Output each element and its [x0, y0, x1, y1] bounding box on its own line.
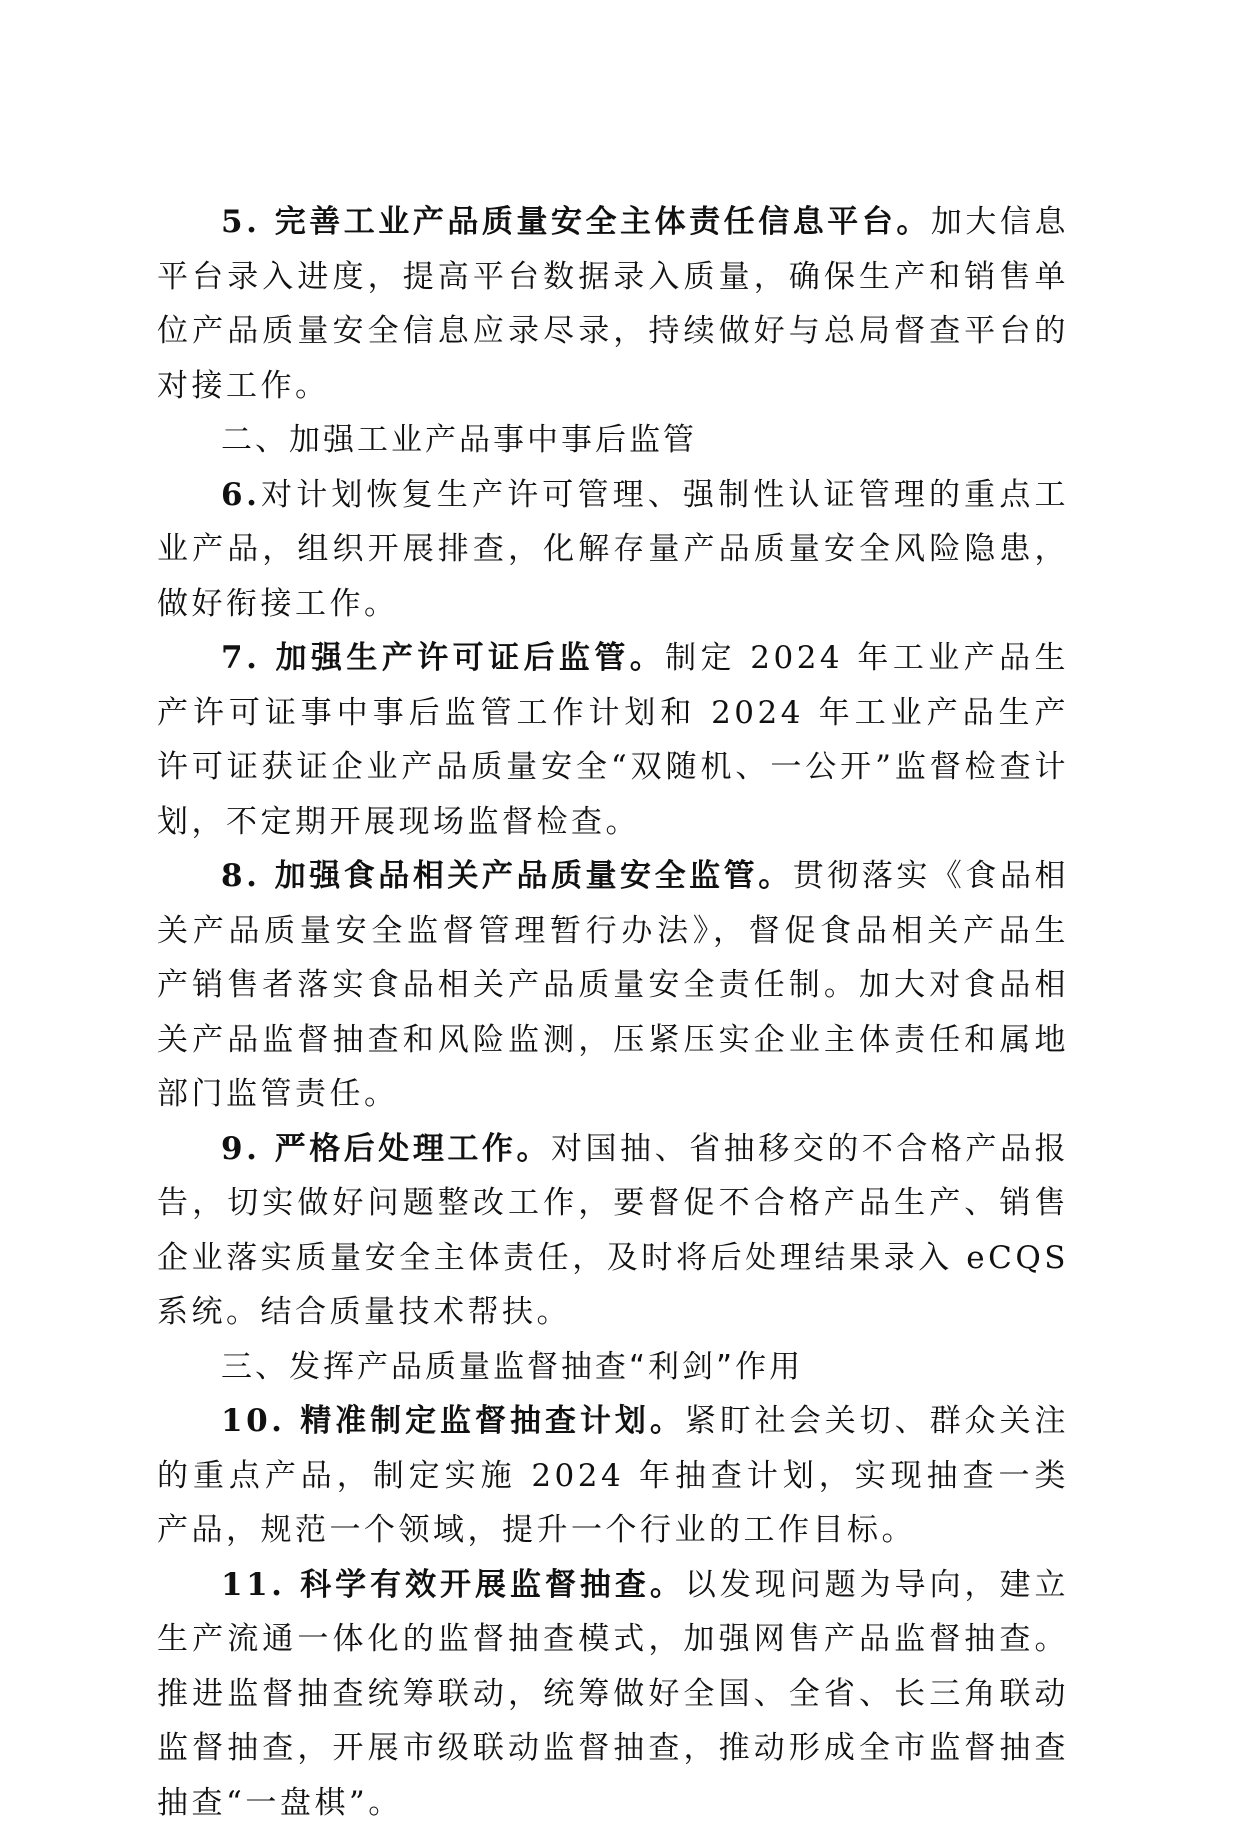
document-body: [157, 195, 1069, 1830]
paragraph-10-title: 10. 精准制定监督抽查计划。: [221, 1403, 685, 1439]
paragraph-9-text: 对国抽、省抽移交的不合格产品报告，切实做好问题整改工作，要督促不合格产品生产、销售企业落实质量安全主体责任，及时将后处理结果录入 eCQS 系统。结合质量技术帮扶。: [157, 1131, 1069, 1331]
paragraph-6: [157, 468, 1069, 632]
paragraph-5: [157, 195, 1069, 413]
paragraph-7-text: 制定 2024 年工业产品生产许可证事中事后监管工作计划和 2024 年工业产品生产许可证获证企业产品质量安全“双随机、一公开”监督检查计划，不定期开展现场监督检查。: [157, 640, 1069, 840]
paragraph-11-title: 11. 科学有效开展监督抽查。: [221, 1567, 685, 1603]
paragraph-5-title: 5. 完善工业产品质量安全主体责任信息平台。: [221, 204, 931, 240]
paragraph-6-number: 6.: [221, 477, 260, 513]
paragraph-8: [157, 849, 1069, 1122]
paragraph-11: [157, 1558, 1069, 1830]
paragraph-9: [157, 1122, 1069, 1340]
paragraph-10: [157, 1394, 1069, 1558]
paragraph-7: [157, 631, 1069, 849]
paragraph-6-text: 对计划恢复生产许可管理、强制性认证管理的重点工业产品，组织开展排查，化解存量产品质量安全风险隐患，做好衔接工作。: [157, 477, 1069, 622]
paragraph-8-text: 贯彻落实《食品相关产品质量安全监督管理暂行办法》，督促食品相关产品生产销售者落实食品相关产品质量安全责任制。加大对食品相关产品监督抽查和风险监测，压紧压实企业主体责任和属地部门监管责任。: [157, 858, 1069, 1112]
paragraph-7-title: 7. 加强生产许可证后监管。: [221, 640, 665, 676]
paragraph-11-text: 以发现问题为导向，建立生产流通一体化的监督抽查模式，加强网售产品监督抽查。推进监督抽查统筹联动，统筹做好全国、全省、长三角联动监督抽查，开展市级联动监督抽查，推动形成全市监督抽查抽查“一盘棋”。: [157, 1567, 1069, 1821]
paragraph-5-text: 加大信息平台录入进度，提高平台数据录入质量，确保生产和销售单位产品质量安全信息应录尽录，持续做好与总局督查平台的对接工作。: [157, 204, 1069, 404]
paragraph-9-title: 9. 严格后处理工作。: [221, 1131, 551, 1167]
section-heading-3: 三、发挥产品质量监督抽查“利剑”作用: [157, 1340, 1069, 1395]
paragraph-10-text: 紧盯社会关切、群众关注的重点产品，制定实施 2024 年抽查计划，实现抽查一类产品，规范一个领域，提升一个行业的工作目标。: [157, 1403, 1069, 1548]
section-heading-2: 二、加强工业产品事中事后监管: [157, 413, 1069, 468]
paragraph-8-title: 8. 加强食品相关产品质量安全监管。: [221, 858, 793, 894]
